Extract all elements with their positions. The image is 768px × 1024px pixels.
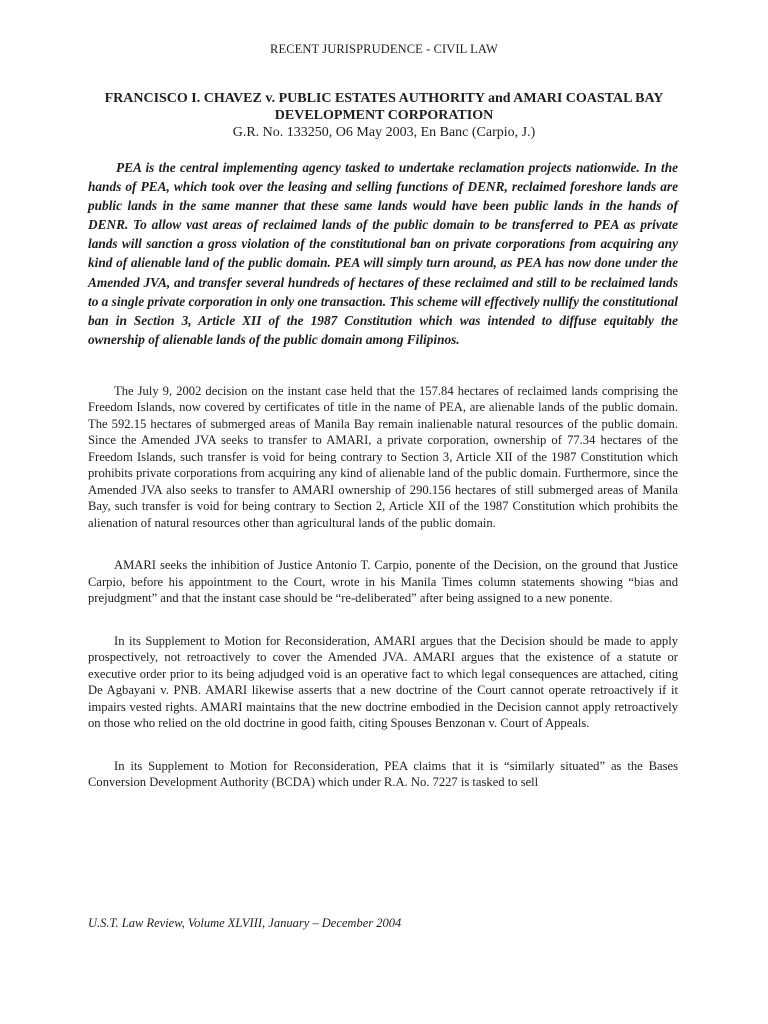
case-title-block [84, 90, 684, 141]
body-paragraph-3: In its Supplement to Motion for Reconsideration, AMARI argues that the Decision should be made to apply prospectively, not retroactively to cover the Amended JVA. AMARI argues that the existence of a statute or executive order prior to its being adjudged void is an operative fact to which legal consequences are attached, citing De Agbayani v. PNB. AMARI likewise asserts that a new doctrine of the Court cannot operate retroactively if it impairs vested rights. AMARI maintains that the new doctrine embodied in the Decision cannot apply retroactively on those who relied on the old doctrine in good faith, citing Spouses Benzonan v. Court of Appeals. [88, 633, 678, 731]
body-paragraph-2: AMARI seeks the inhibition of Justice Antonio T. Carpio, ponente of the Decision, on the ground that Justice Carpio, before his appointment to the Court, wrote in his Manila Times column statements showing “bias and prejudgment” and that the instant case should be “re-deliberated” after being assigned to a new ponente. [88, 558, 678, 606]
document-body [88, 158, 678, 817]
case-citation: G.R. No. 133250, O6 May 2003, En Banc (Carpio, J.) [232, 125, 536, 140]
case-title: FRANCISCO I. CHAVEZ v. PUBLIC ESTATES AUTHORITY and AMARI COASTAL BAY DEVELOPMENT CORPORATION [104, 91, 664, 123]
body-paragraph-4: In its Supplement to Motion for Reconsideration, PEA claims that it is “similarly situated” as the Bases Conversion Development Authority (BCDA) which under R.A. No. 7227 is tasked to sell [88, 758, 678, 790]
body-paragraph-1: The July 9, 2002 decision on the instant case held that the 157.84 hectares of reclaimed lands comprising the Freedom Islands, now covered by certificates of title in the name of PEA, are alienable lands of the public domain. The 592.15 hectares of submerged areas of Manila Bay remain inalienable natural resources of the public domain. Since the Amended JVA seeks to transfer to AMARI, a private corporation, ownership of 77.34 hectares of the Freedom Islands, such transfer is void for being contrary to Section 3, Article XII of the 1987 Constitution which prohibits private corporations from acquiring any kind of alienable land of the public domain. Furthermore, since the Amended JVA also seeks to transfer to AMARI ownership of 290.156 hectares of still submerged areas of Manila Bay, such transfer is void for being contrary to Section 2, Article XII of the 1987 Constitution which prohibits the alienation of natural resources other than agricultural lands of the public domain. [88, 383, 678, 530]
syllabus-paragraph: PEA is the central implementing agency tasked to undertake reclamation projects nationwide. In the hands of PEA, which took over the leasing and selling functions of DENR, reclaimed foreshore lands are public lands in the same manner that these same lands would have been public lands in the hands of DENR. To allow vast areas of reclaimed lands of the public domain to be transferred to PEA as private lands will sanction a gross violation of the constitutional ban on private corporations from acquiring any kind of alienable land of the public domain. PEA will simply turn around, as PEA has now done under the Amended JVA, and transfer several hundreds of hectares of these reclaimed and still to be reclaimed lands to a single private corporation in only one transaction. This scheme will effectively nullify the constitutional ban in Section 3, Article XII of the 1987 Constitution which was intended to diffuse equitably the ownership of alienable lands of the public domain among Filipinos. [88, 160, 679, 347]
page-footer: U.S.T. Law Review, Volume XLVIII, January – December 2004 [88, 916, 402, 930]
running-header: RECENT JURISPRUDENCE - CIVIL LAW [270, 42, 498, 56]
